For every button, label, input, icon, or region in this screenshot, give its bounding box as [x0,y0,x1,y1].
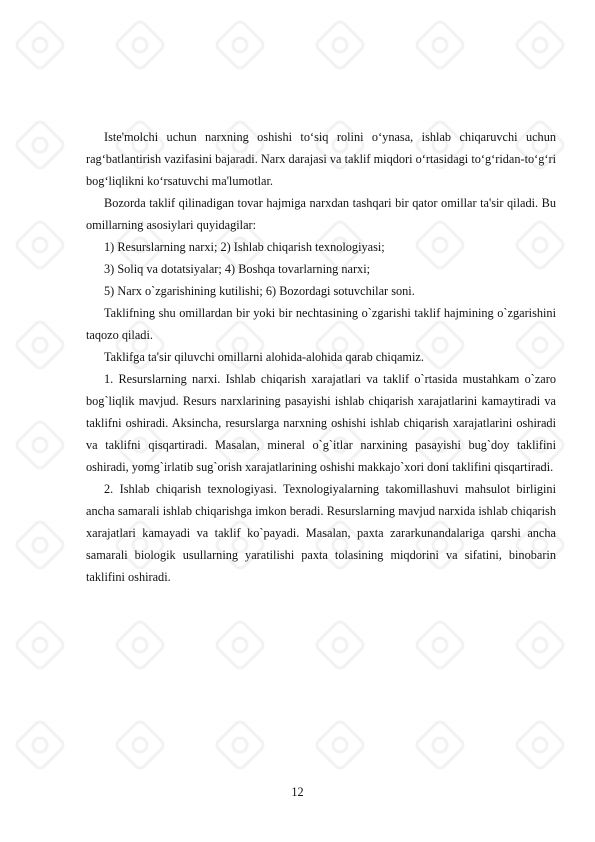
watermark-tile [115,20,166,71]
watermark-dot [33,238,47,252]
watermark-tile [515,20,566,71]
watermark-dot [533,38,547,52]
watermark-tile [215,620,266,671]
watermark-tile [115,620,166,671]
paragraph-technology: 2. Ishlab chiqarish texnologiyasi. Texnologiyalarning takomillashuvi mahsulot birligini ancha samarali ishlab chiqarishga imkon beradi. Resurslarning mavjud narxida ishlab chiqarish xarajatlari kamayadi va taklif ko`payadi. Masalan, paxta zararkunandalariga qarshi ancha samarali biologik usullarning yaratilishi paxta tolasining miqdorini va sifatini, binobarin taklifini oshiradi. [86,482,556,584]
watermark-dot [333,638,347,652]
watermark-dot [33,538,47,552]
watermark-tile [15,120,66,171]
factor-list-line-3: 5) Narx o`zgarishining kutilishi; 6) Bozordagi sotuvchilar soni. [104,284,415,298]
watermark-dot [433,38,447,52]
watermark-tile [115,720,166,771]
watermark-tile [315,620,366,671]
watermark-tile [15,320,66,371]
watermark-dot [33,138,47,152]
factor-list-line-2: 3) Soliq va dotatsiyalar; 4) Boshqa tovarlarning narxi; [104,262,371,276]
watermark-tile [15,720,66,771]
paragraph-2: Bozorda taklif qilinadigan tovar hajmiga narxdan tashqari bir qator omillar ta'sir qiladi. Bu omillarning asosiylari quyidagilar: [86,196,556,232]
watermark-tile [415,620,466,671]
watermark-tile [215,720,266,771]
watermark-tile [15,420,66,471]
watermark-dot [33,738,47,752]
watermark-dot [33,638,47,652]
watermark-dot [433,738,447,752]
watermark-dot [33,38,47,52]
watermark-dot [533,638,547,652]
watermark-tile [15,220,66,271]
paragraph-3: Taklifning shu omillardan bir yoki bir nechtasining o`zgarishi taklif hajmining o`zgarishini taqozo qiladi. [86,306,556,342]
document-body [86,126,556,588]
watermark-dot [233,638,247,652]
watermark-dot [333,38,347,52]
watermark-dot [233,738,247,752]
watermark-tile [515,620,566,671]
watermark-dot [133,38,147,52]
watermark-tile [15,20,66,71]
watermark-tile [15,620,66,671]
watermark-tile [315,720,366,771]
watermark-dot [433,638,447,652]
paragraph-1: Iste'molchi uchun narxning oshishi to‘siq rolini o‘ynasa, ishlab chiqaruvchi uchun rag‘batlantirish vazifasini bajaradi. Narx darajasi va taklif miqdori o‘rtasidagi to‘g‘ridan-to‘g‘ri bog‘liqlikni ko‘rsatuvchi ma'lumotlar. [86,130,556,188]
watermark-dot [133,738,147,752]
watermark-tile [415,20,466,71]
paragraph-4: Taklifga ta'sir qiluvchi omillarni alohida-alohida qarab chiqamiz. [104,350,424,364]
page-number: 12 [291,785,304,799]
watermark-dot [533,738,547,752]
watermark-dot [33,338,47,352]
watermark-tile [15,520,66,571]
watermark-dot [233,38,247,52]
watermark-tile [515,720,566,771]
paragraph-resource-price: 1. Resurslarning narxi. Ishlab chiqarish xarajatlari va taklif o`rtasida mustahkam o`zaro bog`liqlik mavjud. Resurs narxlarining pasayishi ishlab chiqarish xarajatlarini kamaytiradi va taklifni oshiradi. Aksincha, resurslarga narxning oshishi ishlab chiqarish xarajatlarini oshiradi va taklifni qisqartiradi. Masalan, mineral o`g`itlar narxining pasayishi bug`doy taklifini oshiradi, yomg`irlatib sug`orish xarajatlarining oshishi makkajo`xori doni taklifini qisqartiradi. [86,372,556,474]
watermark-tile [315,20,366,71]
watermark-tile [415,720,466,771]
watermark-dot [33,438,47,452]
watermark-tile [215,20,266,71]
factor-list-line-1: 1) Resurslarning narxi; 2) Ishlab chiqarish texnologiyasi; [104,240,385,254]
watermark-dot [133,638,147,652]
watermark-dot [333,738,347,752]
